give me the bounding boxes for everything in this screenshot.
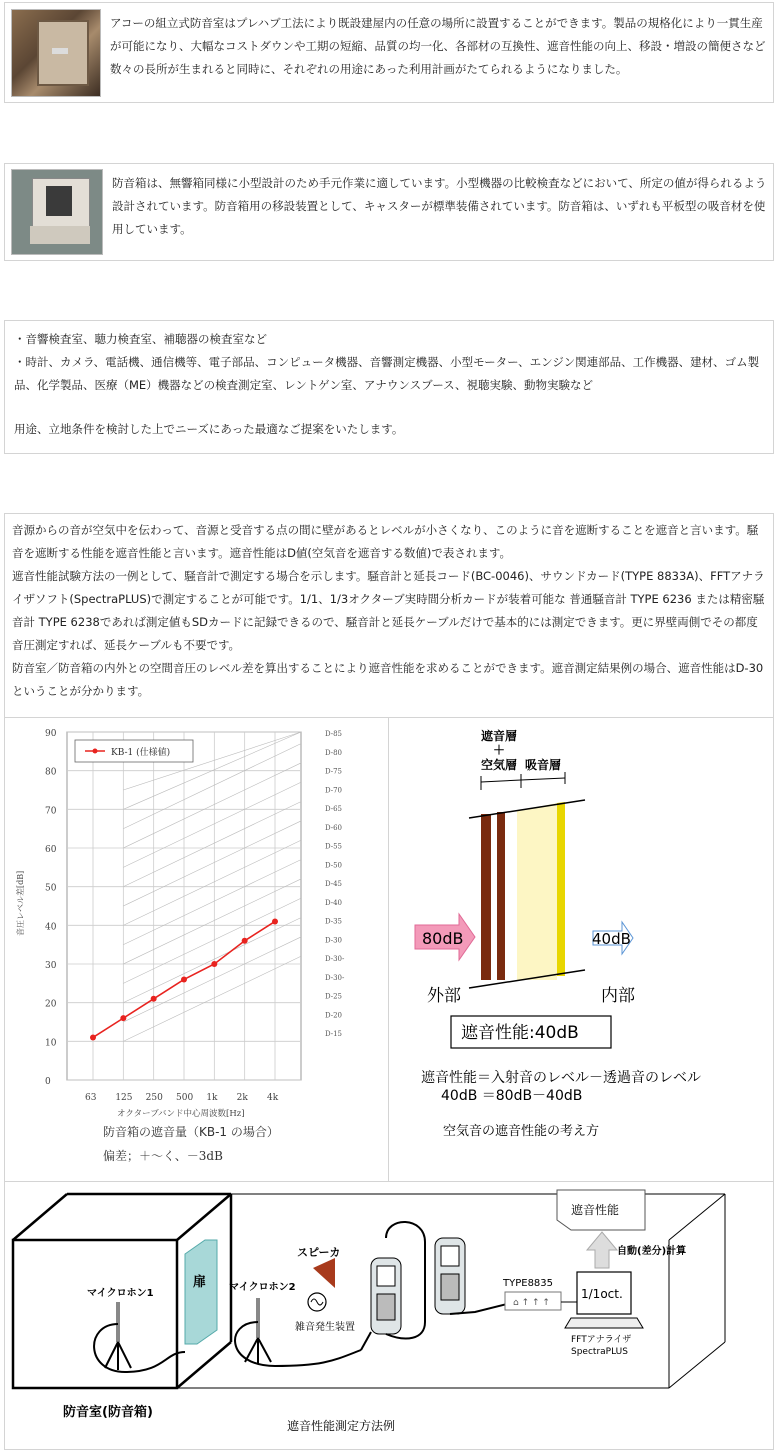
measurement-panel [5,1181,773,1449]
data-point-125 [120,1015,126,1021]
chart-panel [5,717,389,1181]
formula-line-1: 遮音性能＝入射音のレベル－透過音のレベル [421,1070,701,1086]
y-tick-label: 90 [45,729,57,739]
applications-line-3: 用途、立地条件を検討した上でニーズにあった最適なご提案をいたします。 [14,422,404,436]
door-label: 扉 [193,1275,207,1290]
soundproof-box-photo [11,169,103,255]
insulation-paragraph-3: 防音室／防音箱の内外との空間音圧のレベル差を算出することにより遮音性能を求めることができます。遮音測定結果例の場合、遮音性能はD-30ということが分かります。 [12,661,764,698]
auto-calc-label: 自動(差分)計算 [617,1246,687,1257]
chart-note: 偏差；＋〜く、－3dB [103,1149,223,1163]
mic2-label: マイクロホン2 [229,1282,296,1293]
screen-label: 1/1oct. [581,1287,623,1301]
y-tick-label: 80 [45,767,57,778]
d-curve-label: D-30 [325,936,343,945]
data-point-4k [272,918,278,924]
measurement-caption: 遮音性能測定方法例 [287,1419,396,1433]
y-tick-label: 60 [45,845,57,855]
data-point-2k [242,938,248,944]
y-tick-label: 50 [45,883,57,894]
d-curve-label: D-35 [325,917,343,926]
data-point-250 [151,996,157,1002]
inside-label: 内部 [601,986,635,1006]
x-tick-label: 125 [115,1093,133,1103]
sound-level-meter-2 [435,1238,465,1314]
insulation-paragraph-2: 遮音性能試験方法の一例として、騒音計で測定する場合を示します。騒音計と延長コード(BC-0046)、サウンドカード(TYPE 8833A)、FFTアナライザソフト(SpectraPLUS)で測定することが可能です。1/1、1/3オクターブ実時間分析カードが装着可能な 普通騒音計 TYPE 6236 または精密騒音計 TYPE 6238であれば測定値もSDカードに記録できるので、騒音計と延長ケーブルだけで基本的には測定できます。更に界壁両側でその都度音圧測定すれば、延長ケーブルも不要です。 [12,569,765,652]
wall-layer-1 [481,814,491,980]
applications-line-1: ・音響検査室、聴力検査室、補聴器の検査室など [14,332,267,346]
d-curve-label: D-70 [325,786,343,795]
data-point-1k [211,961,217,967]
result-arrow [587,1232,617,1268]
absorption-edge [557,802,565,976]
y-tick-label: 70 [45,806,57,817]
label-absorption-layer: 吸音層 [525,758,562,772]
door [185,1240,217,1344]
outside-label: 外部 [427,986,461,1006]
insulation-chart [5,718,389,1180]
d-curve-label: D-45 [325,880,343,888]
d-curve-label: D-55 [325,842,343,851]
speaker-icon [313,1258,335,1288]
soundproof-box-text: 防音箱は、無響箱同様に小型設計のため手元作業に適しています。小型機器の比較検査などにおいて、所定の値が得られるよう設計されています。防音箱用の移設装置として、キャスターが標準装備されています。防音箱は、いずれも平板型の吸音材を使用しています。 [112,176,767,236]
formula-line-2: 40dB ＝80dB－40dB [441,1088,583,1104]
intro-section [4,2,774,103]
x-tick-label: 4k [267,1093,279,1103]
y-axis-label: 音圧レベル差[dB] [16,870,25,936]
measurement-method-diagram [5,1182,771,1448]
d-curve-label: D-80 [325,748,343,757]
d-curve-label: D-15 [325,1030,343,1038]
x-tick-label: 1k [206,1093,218,1103]
type-label: TYPE8835 [503,1278,554,1289]
d-curve-label: D-50 [325,861,343,870]
mic1-label: マイクロホン1 [87,1288,154,1299]
d-curve-label: D-85 [325,730,343,738]
fft-label-2: SpectraPLUS [571,1347,628,1357]
x-tick-label: 500 [176,1093,194,1103]
noise-generator-label: 雑音発生装置 [295,1322,355,1333]
performance-value: 遮音性能:40dB [461,1023,579,1043]
result-label: 遮音性能 [571,1203,620,1217]
d-curve-label: D-40 [325,898,343,907]
x-tick-label: 2k [236,1093,248,1103]
y-tick-label: 10 [45,1038,57,1049]
data-point-63 [90,1034,96,1040]
label-plus: ＋ [493,743,506,757]
y-tick-label: 20 [45,999,57,1010]
room-label: 防音室(防音箱) [63,1405,153,1420]
speaker-label: スピーカ [297,1246,341,1259]
d-curve-label: D-65 [325,805,343,813]
applications-list [14,328,766,441]
intro-text: アコーの組立式防音室はプレハブ工法により既設建屋内の任意の場所に設置することができます。製品の規格化により一貫生産が可能になり、大幅なコストダウンや工期の短縮、品質の均一化、各部材の互換性、遮音性能の向上、移設・増設の簡便さなど数々の長所が生まれると同時に、それぞれの用途にあった利用計画がたてられるようになりました。 [110,16,766,76]
label-air-layer: 空気層 [481,758,518,772]
y-tick-label: 0 [45,1077,51,1087]
legend-marker [93,749,98,754]
applications-section [4,320,774,454]
legend-label: KB-1 (仕様値) [111,748,171,758]
insulation-concept-diagram [389,718,773,1180]
data-point-500 [181,976,187,982]
soundproof-box-section [4,163,774,261]
concept-caption: 空気音の遮音性能の考え方 [443,1124,600,1139]
label-insulation-layer: 遮音層 [481,729,518,743]
y-tick-label: 30 [45,961,57,971]
incident-level: 80dB [422,929,464,948]
x-axis-label: オクターブバンド中心周波数[Hz] [117,1109,245,1119]
insulation-paragraph-1: 音源からの音が空気中を伝わって、音源と受音する点の間に壁があるとレベルが小さくなり、このように音を遮断することを遮音と言います。騒音を遮断する性能を遮音性能と言います。遮音性能はD値(空気音を遮音する数値)で表されます。 [12,523,759,560]
wall-layer-2 [497,812,505,980]
d-curve-label: D-60 [325,823,343,832]
sound-level-meter-1 [371,1258,401,1334]
absorption-layer [517,803,557,980]
fft-label-1: FFTアナライザ [571,1335,632,1345]
sound-insulation-section [4,513,774,1450]
y-tick-label: 40 [45,922,57,933]
applications-line-2: ・時計、カメラ、電話機、通信機等、電子部品、コンピュータ機器、音響測定機器、小型モーター、エンジン関連部品、工作機器、建材、ゴム製品、化学製品、医療（ME）機器などの検査測定室、レントゲン室、アナウンスブース、視聴実験、動物実験など [14,355,760,392]
d-curve-label: D-20 [325,1011,343,1020]
d-curve-label: D-75 [325,767,343,776]
insulation-text [12,519,768,703]
soundproof-room-photo [11,9,101,97]
x-tick-label: 63 [85,1093,97,1103]
concept-panel [389,717,773,1181]
chart-caption: 防音箱の遮音量（KB-1 の場合） [103,1125,279,1139]
d-curve-label: D-30- [325,955,345,963]
transmitted-level: 40dB [592,930,631,948]
x-tick-label: 250 [145,1093,163,1103]
svg-text:⌂ ↑ ↑ ↑: ⌂ ↑ ↑ ↑ [513,1298,550,1308]
d-curve-label: D-25 [325,992,343,1001]
d-curve-label: D-30- [325,973,345,982]
